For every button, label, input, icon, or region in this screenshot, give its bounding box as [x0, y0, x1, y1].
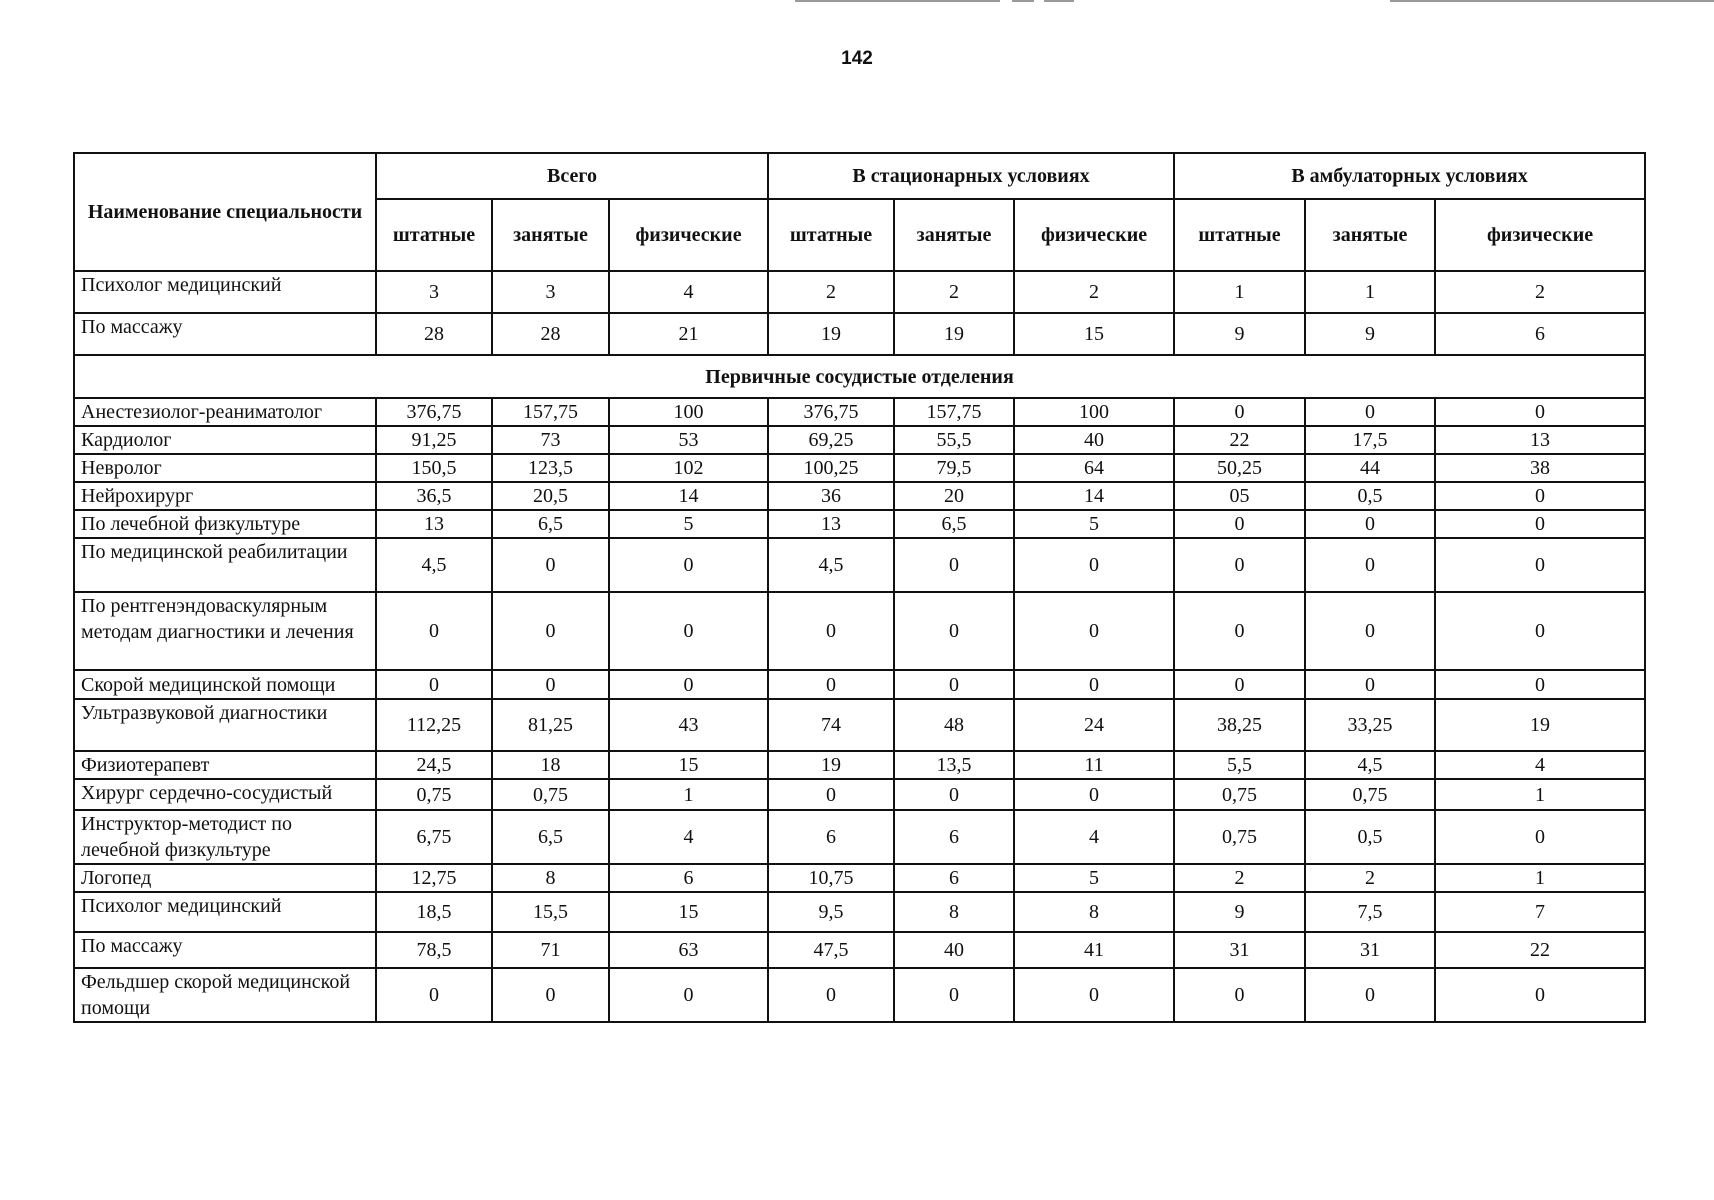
specialty-name-cell: Психолог медицинский	[74, 271, 376, 313]
table-row	[74, 538, 1645, 592]
group-header-total: Всего	[376, 153, 768, 199]
value-cell: 9,5	[768, 892, 894, 932]
subheader-physical: физические	[1014, 199, 1174, 271]
table-row	[74, 864, 1645, 892]
value-cell: 0	[1305, 592, 1435, 670]
value-cell: 0	[1435, 538, 1645, 592]
table-row	[74, 510, 1645, 538]
value-cell: 100	[1014, 398, 1174, 426]
value-cell: 6	[768, 810, 894, 864]
value-cell: 0,75	[1174, 779, 1305, 810]
section-row	[74, 355, 1645, 398]
table-row	[74, 968, 1645, 1022]
value-cell: 12,75	[376, 864, 492, 892]
value-cell: 2	[768, 271, 894, 313]
value-cell: 44	[1305, 454, 1435, 482]
value-cell: 2	[894, 271, 1014, 313]
value-cell: 4	[1014, 810, 1174, 864]
value-cell: 81,25	[492, 699, 609, 751]
value-cell: 19	[1435, 699, 1645, 751]
value-cell: 0	[768, 670, 894, 699]
value-cell: 15	[609, 751, 768, 779]
value-cell: 8	[894, 892, 1014, 932]
staffing-table	[73, 152, 1646, 1023]
value-cell: 6,5	[492, 810, 609, 864]
value-cell: 0,75	[1174, 810, 1305, 864]
table-row	[74, 426, 1645, 454]
value-cell: 5,5	[1174, 751, 1305, 779]
value-cell: 157,75	[492, 398, 609, 426]
value-cell: 1	[1174, 271, 1305, 313]
value-cell: 31	[1305, 932, 1435, 968]
specialty-name-cell: Физиотерапевт	[74, 751, 376, 779]
value-cell: 11	[1014, 751, 1174, 779]
value-cell: 0	[1174, 670, 1305, 699]
specialty-name-cell: Скорой медицинской помощи	[74, 670, 376, 699]
value-cell: 36	[768, 482, 894, 510]
value-cell: 123,5	[492, 454, 609, 482]
value-cell: 28	[492, 313, 609, 355]
specialty-name-cell: По лечебной физкультуре	[74, 510, 376, 538]
value-cell: 1	[1305, 271, 1435, 313]
scan-artifact-line	[1044, 0, 1074, 2]
specialty-name-cell: По медицинской реабилитации	[74, 538, 376, 592]
value-cell: 73	[492, 426, 609, 454]
value-cell: 18	[492, 751, 609, 779]
value-cell: 20,5	[492, 482, 609, 510]
value-cell: 376,75	[376, 398, 492, 426]
value-cell: 3	[492, 271, 609, 313]
value-cell: 69,25	[768, 426, 894, 454]
value-cell: 0	[1014, 779, 1174, 810]
value-cell: 31	[1174, 932, 1305, 968]
value-cell: 4,5	[376, 538, 492, 592]
value-cell: 0	[1435, 482, 1645, 510]
value-cell: 5	[1014, 510, 1174, 538]
value-cell: 2	[1305, 864, 1435, 892]
value-cell: 100,25	[768, 454, 894, 482]
value-cell: 91,25	[376, 426, 492, 454]
value-cell: 36,5	[376, 482, 492, 510]
value-cell: 0	[376, 670, 492, 699]
value-cell: 0	[768, 779, 894, 810]
value-cell: 0	[1435, 670, 1645, 699]
value-cell: 0	[1014, 670, 1174, 699]
value-cell: 0,75	[492, 779, 609, 810]
value-cell: 0	[609, 968, 768, 1022]
subheader-physical: физические	[609, 199, 768, 271]
group-header-outpatient: В амбулаторных условиях	[1174, 153, 1645, 199]
value-cell: 13	[768, 510, 894, 538]
value-cell: 79,5	[894, 454, 1014, 482]
value-cell: 1	[609, 779, 768, 810]
value-cell: 8	[1014, 892, 1174, 932]
value-cell: 7,5	[1305, 892, 1435, 932]
value-cell: 102	[609, 454, 768, 482]
subheader-staff: штатные	[1174, 199, 1305, 271]
value-cell: 0	[492, 670, 609, 699]
subheader-occupied: занятые	[894, 199, 1014, 271]
scan-artifact-line	[1390, 0, 1714, 2]
value-cell: 13,5	[894, 751, 1014, 779]
value-cell: 0	[1435, 968, 1645, 1022]
value-cell: 8	[492, 864, 609, 892]
value-cell: 50,25	[1174, 454, 1305, 482]
specialty-name-cell: Кардиолог	[74, 426, 376, 454]
subheader-staff: штатные	[768, 199, 894, 271]
value-cell: 6,5	[492, 510, 609, 538]
value-cell: 40	[1014, 426, 1174, 454]
value-cell: 0	[1305, 968, 1435, 1022]
page-number: 142	[841, 48, 873, 69]
table-row	[74, 670, 1645, 699]
value-cell: 1	[1435, 779, 1645, 810]
value-cell: 78,5	[376, 932, 492, 968]
value-cell: 14	[1014, 482, 1174, 510]
table-row	[74, 810, 1645, 864]
value-cell: 0,5	[1305, 482, 1435, 510]
value-cell: 15	[1014, 313, 1174, 355]
value-cell: 2	[1435, 271, 1645, 313]
value-cell: 24,5	[376, 751, 492, 779]
value-cell: 19	[768, 751, 894, 779]
value-cell: 05	[1174, 482, 1305, 510]
value-cell: 0	[768, 592, 894, 670]
value-cell: 6,5	[894, 510, 1014, 538]
value-cell: 9	[1305, 313, 1435, 355]
value-cell: 0	[1435, 592, 1645, 670]
value-cell: 0,5	[1305, 810, 1435, 864]
value-cell: 0	[609, 538, 768, 592]
value-cell: 0	[768, 968, 894, 1022]
table-body	[74, 271, 1645, 1022]
value-cell: 24	[1014, 699, 1174, 751]
table-header	[74, 153, 1645, 271]
value-cell: 28	[376, 313, 492, 355]
specialty-name-cell: Логопед	[74, 864, 376, 892]
value-cell: 0	[1305, 538, 1435, 592]
value-cell: 0	[1305, 398, 1435, 426]
value-cell: 17,5	[1305, 426, 1435, 454]
table-row	[74, 751, 1645, 779]
value-cell: 0	[894, 968, 1014, 1022]
value-cell: 0	[1174, 510, 1305, 538]
value-cell: 19	[768, 313, 894, 355]
section-title: Первичные сосудистые отделения	[74, 355, 1645, 398]
value-cell: 0	[894, 779, 1014, 810]
table-row	[74, 699, 1645, 751]
value-cell: 0	[1014, 538, 1174, 592]
value-cell: 6	[894, 864, 1014, 892]
value-cell: 40	[894, 932, 1014, 968]
value-cell: 6	[1435, 313, 1645, 355]
scan-artifact-line	[1012, 0, 1034, 2]
value-cell: 15	[609, 892, 768, 932]
table-row	[74, 398, 1645, 426]
value-cell: 43	[609, 699, 768, 751]
value-cell: 55,5	[894, 426, 1014, 454]
table-row	[74, 779, 1645, 810]
specialty-name-cell: По массажу	[74, 932, 376, 968]
table-row	[74, 454, 1645, 482]
value-cell: 5	[1014, 864, 1174, 892]
value-cell: 71	[492, 932, 609, 968]
value-cell: 2	[1174, 864, 1305, 892]
specialty-name-cell: Инструктор-методист по лечебной физкультуре	[74, 810, 376, 864]
group-header-inpatient: В стационарных условиях	[768, 153, 1174, 199]
value-cell: 0	[1014, 968, 1174, 1022]
value-cell: 0	[1174, 968, 1305, 1022]
value-cell: 0	[492, 968, 609, 1022]
specialty-name-cell: Ультразвуковой диагностики	[74, 699, 376, 751]
specialty-name-cell: Психолог медицинский	[74, 892, 376, 932]
value-cell: 0	[1174, 592, 1305, 670]
value-cell: 3	[376, 271, 492, 313]
value-cell: 0	[1305, 670, 1435, 699]
value-cell: 0	[1435, 510, 1645, 538]
value-cell: 22	[1435, 932, 1645, 968]
value-cell: 4	[609, 810, 768, 864]
table-row	[74, 313, 1645, 355]
value-cell: 0	[894, 670, 1014, 699]
value-cell: 4	[609, 271, 768, 313]
value-cell: 19	[894, 313, 1014, 355]
value-cell: 47,5	[768, 932, 894, 968]
value-cell: 18,5	[376, 892, 492, 932]
specialty-name-cell: Нейрохирург	[74, 482, 376, 510]
subheader-physical: физические	[1435, 199, 1645, 271]
value-cell: 2	[1014, 271, 1174, 313]
value-cell: 7	[1435, 892, 1645, 932]
value-cell: 0	[1435, 398, 1645, 426]
value-cell: 41	[1014, 932, 1174, 968]
value-cell: 33,25	[1305, 699, 1435, 751]
value-cell: 6	[894, 810, 1014, 864]
scan-artifact-line	[795, 0, 1000, 2]
value-cell: 0,75	[376, 779, 492, 810]
value-cell: 0	[492, 592, 609, 670]
value-cell: 14	[609, 482, 768, 510]
value-cell: 157,75	[894, 398, 1014, 426]
specialty-name-cell: Невролог	[74, 454, 376, 482]
value-cell: 4	[1435, 751, 1645, 779]
subheader-occupied: занятые	[1305, 199, 1435, 271]
value-cell: 0,75	[1305, 779, 1435, 810]
value-cell: 6	[609, 864, 768, 892]
value-cell: 4,5	[768, 538, 894, 592]
value-cell: 0	[376, 592, 492, 670]
value-cell: 4,5	[1305, 751, 1435, 779]
value-cell: 9	[1174, 892, 1305, 932]
table-row	[74, 482, 1645, 510]
table-row	[74, 932, 1645, 968]
value-cell: 74	[768, 699, 894, 751]
value-cell: 0	[1014, 592, 1174, 670]
value-cell: 0	[894, 592, 1014, 670]
value-cell: 0	[1435, 810, 1645, 864]
value-cell: 6,75	[376, 810, 492, 864]
subheader-occupied: занятые	[492, 199, 609, 271]
specialty-name-cell: По рентгенэндоваскулярным методам диагностики и лечения	[74, 592, 376, 670]
value-cell: 20	[894, 482, 1014, 510]
value-cell: 21	[609, 313, 768, 355]
value-cell: 10,75	[768, 864, 894, 892]
value-cell: 5	[609, 510, 768, 538]
table-row	[74, 271, 1645, 313]
value-cell: 9	[1174, 313, 1305, 355]
specialty-name-cell: Фельдшер скорой медицинской помощи	[74, 968, 376, 1022]
value-cell: 0	[376, 968, 492, 1022]
column-header-specialty: Наименование специальности	[74, 153, 376, 271]
value-cell: 48	[894, 699, 1014, 751]
value-cell: 0	[894, 538, 1014, 592]
value-cell: 112,25	[376, 699, 492, 751]
value-cell: 22	[1174, 426, 1305, 454]
table-row	[74, 892, 1645, 932]
value-cell: 1	[1435, 864, 1645, 892]
subheader-staff: штатные	[376, 199, 492, 271]
value-cell: 38,25	[1174, 699, 1305, 751]
value-cell: 13	[376, 510, 492, 538]
value-cell: 0	[1305, 510, 1435, 538]
value-cell: 0	[1174, 398, 1305, 426]
table-row	[74, 592, 1645, 670]
value-cell: 63	[609, 932, 768, 968]
value-cell: 0	[609, 670, 768, 699]
value-cell: 53	[609, 426, 768, 454]
value-cell: 100	[609, 398, 768, 426]
value-cell: 64	[1014, 454, 1174, 482]
value-cell: 13	[1435, 426, 1645, 454]
specialty-name-cell: Хирург сердечно-сосудистый	[74, 779, 376, 810]
specialty-name-cell: По массажу	[74, 313, 376, 355]
value-cell: 0	[492, 538, 609, 592]
specialty-name-cell: Анестезиолог-реаниматолог	[74, 398, 376, 426]
value-cell: 376,75	[768, 398, 894, 426]
value-cell: 0	[609, 592, 768, 670]
value-cell: 38	[1435, 454, 1645, 482]
value-cell: 15,5	[492, 892, 609, 932]
value-cell: 0	[1174, 538, 1305, 592]
value-cell: 150,5	[376, 454, 492, 482]
